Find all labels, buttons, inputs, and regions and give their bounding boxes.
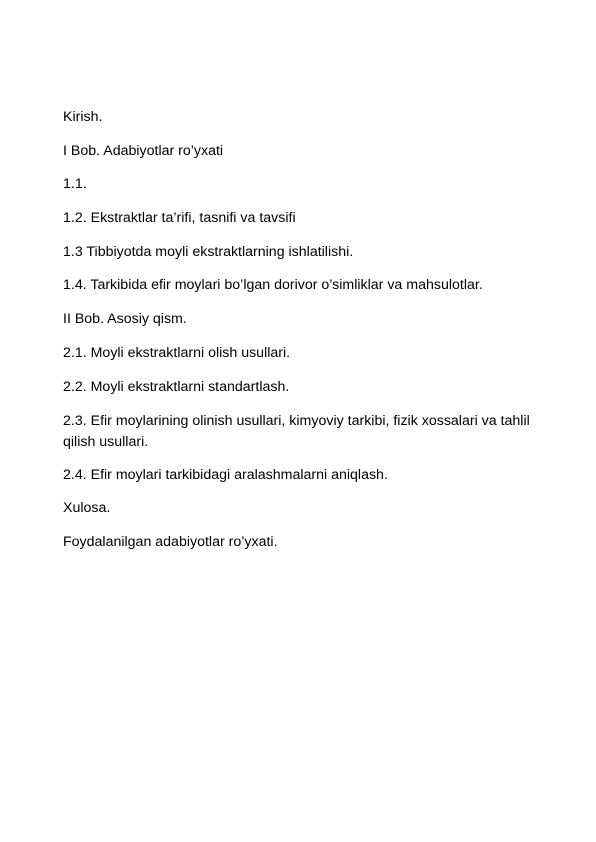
toc-line-section-1-2: 1.2. Ekstraktlar ta’rifi, tasnifi va tavsifi xyxy=(63,210,296,227)
toc-line-introduction: Kirish. xyxy=(63,109,103,125)
table-of-contents xyxy=(63,108,533,567)
toc-line-section-1-4: 1.4. Tarkibida efir moylari bo’lgan dorivor o’simliklar va mahsulotlar. xyxy=(63,277,483,294)
toc-line-conclusion: Xulosa. xyxy=(63,500,111,517)
toc-line-chapter-2: II Bob. Asosiy qism. xyxy=(63,311,187,328)
toc-line-section-1-1: 1.1. xyxy=(63,176,87,193)
toc-line-references: Foydalanilgan adabiyotlar ro’yxati. xyxy=(63,534,278,551)
toc-line-chapter-1: I Bob. Adabiyotlar ro’yxati xyxy=(63,142,224,159)
toc-line-section-2-4: 2.4. Efir moylari tarkibidagi aralashmalarni aniqlash. xyxy=(63,466,388,483)
toc-line-section-1-3: 1.3 Tibbiyotda moyli ekstraktlarning ishlatilishi. xyxy=(63,243,354,260)
toc-line-section-2-3: 2.3. Efir moylarining olinish usullari, kimyoviy tarkibi, fizik xossalari va tahlil qilish usullari. xyxy=(63,413,530,451)
toc-line-section-2-2: 2.2. Moyli ekstraktlarni standartlash. xyxy=(63,378,290,395)
toc-line-section-2-1: 2.1. Moyli ekstraktlarni olish usullari. xyxy=(63,344,291,361)
